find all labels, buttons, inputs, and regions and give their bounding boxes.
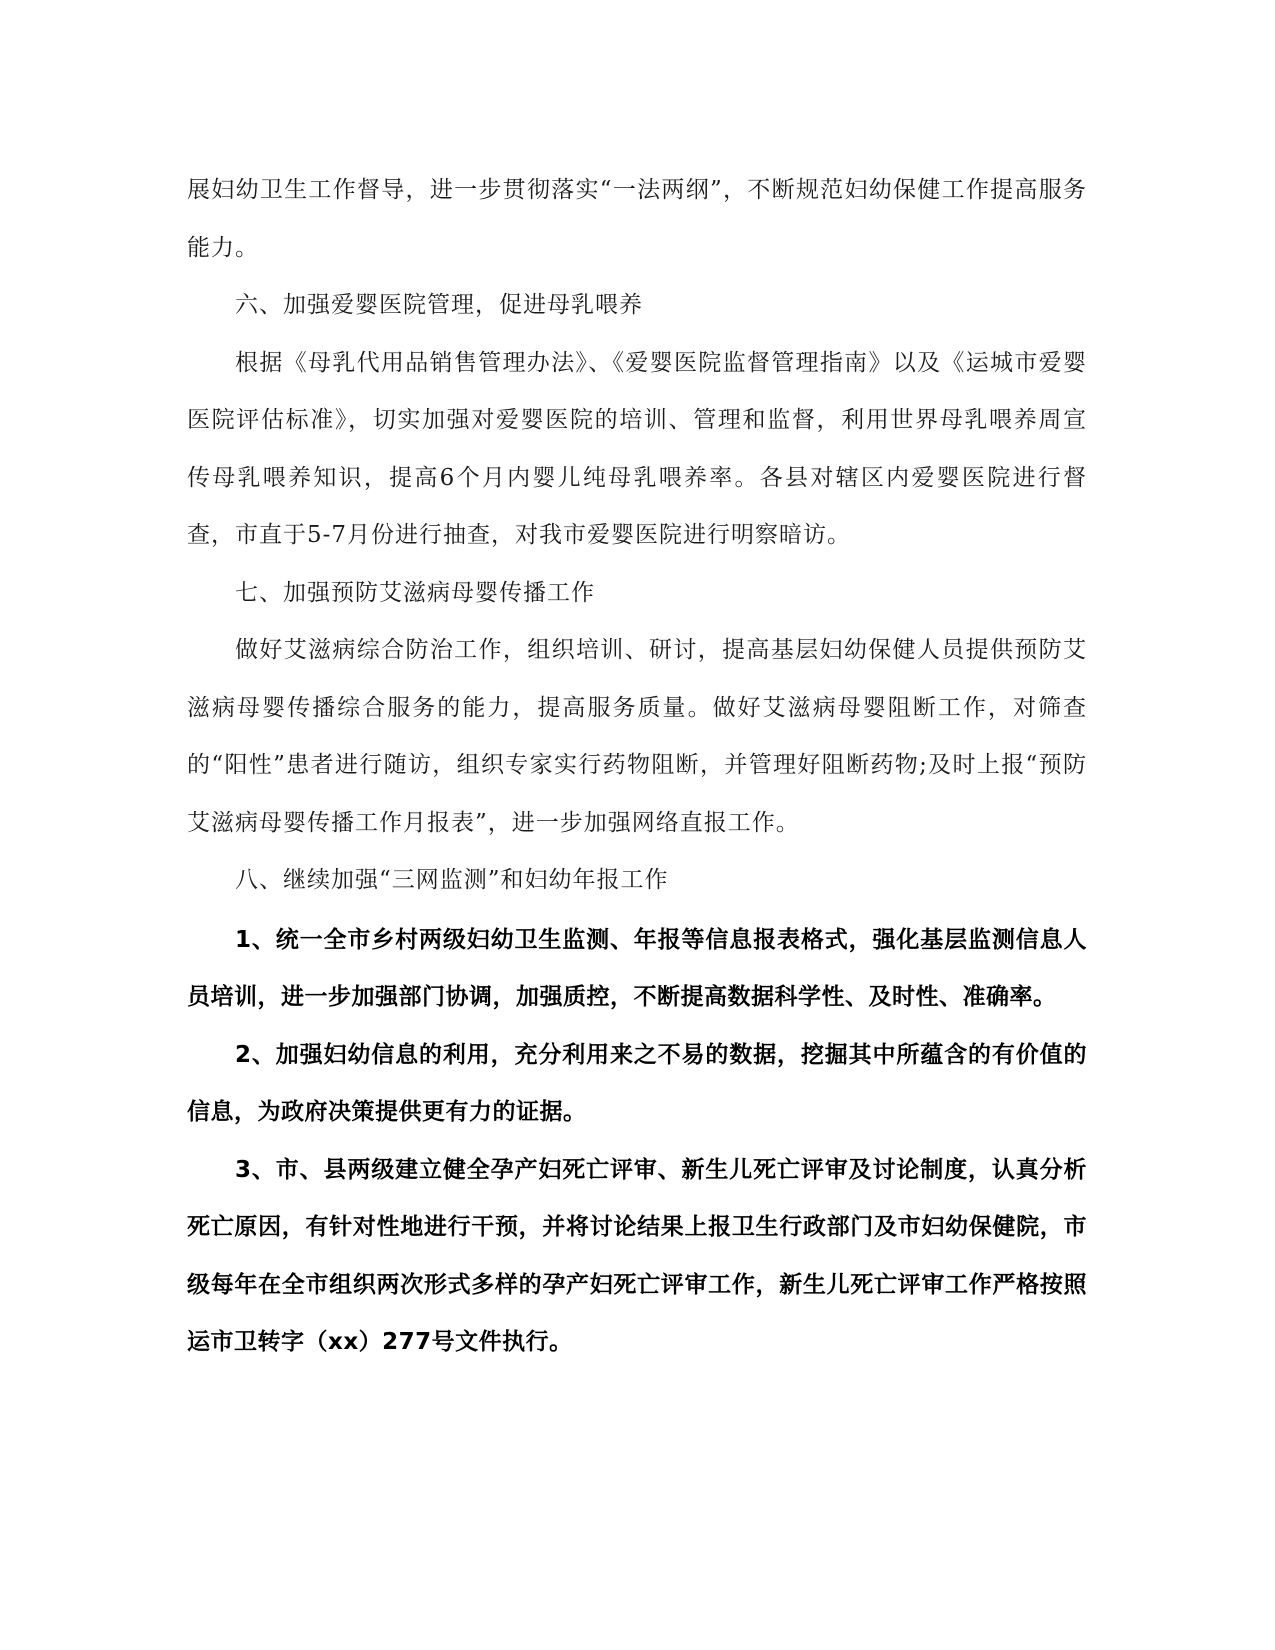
body-paragraph-baby-friendly: 根据《母乳代用品销售管理办法》、《爱婴医院监督管理指南》以及《运城市爱婴医院评估标准》，切实加强对爱婴医院的培训、管理和监督，利用世界母乳喂养周宣传母乳喂养知识，提高6个月内婴儿纯母乳喂养率。各县对辖区内爱婴医院进行督查，市直于5-7月份进行抽查，对我市爱婴医院进行明察暗访。 bbox=[187, 349, 1087, 548]
body-paragraph-continuation: 展妇幼卫生工作督导，进一步贯彻落实“一法两纲”，不断规范妇幼保健工作提高服务能力。 bbox=[187, 177, 1087, 261]
body-paragraph-aids-prevention: 做好艾滋病综合防治工作，组织培训、研讨，提高基层妇幼保健人员提供预防艾滋病母婴传播综合服务的能力，提高服务质量。做好艾滋病母婴阻断工作，对筛查的“阳性”患者进行随访，组织专家实行药物阻断，并管理好阻断药物;及时上报“预防艾滋病母婴传播工作月报表”，进一步加强网络直报工作。 bbox=[187, 637, 1087, 836]
list-item-1: 1、统一全市乡村两级妇幼卫生监测、年报等信息报表格式，强化基层监测信息人员培训，进一步加强部门协调，加强质控，不断提高数据科学性、及时性、准确率。 bbox=[187, 926, 1087, 1010]
list-item-2: 2、加强妇幼信息的利用，充分利用来之不易的数据，挖掘其中所蕴含的有价值的信息，为政府决策提供更有力的证据。 bbox=[187, 1041, 1087, 1125]
section-heading-8: 八、继续加强“三网监测”和妇幼年报工作 bbox=[235, 867, 669, 893]
list-item-3: 3、市、县两级建立健全孕产妇死亡评审、新生儿死亡评审及讨论制度，认真分析死亡原因，有针对性地进行干预，并将讨论结果上报卫生行政部门及市妇幼保健院，市级每年在全市组织两次形式多样的孕产妇死亡评审工作，新生儿死亡评审工作严格按照运市卫转字（xx）277号文件执行。 bbox=[187, 1156, 1087, 1355]
document-body bbox=[187, 162, 1087, 1372]
section-heading-7: 七、加强预防艾滋病母婴传播工作 bbox=[235, 579, 595, 606]
section-heading-6: 六、加强爱婴医院管理，促进母乳喂养 bbox=[235, 292, 643, 318]
